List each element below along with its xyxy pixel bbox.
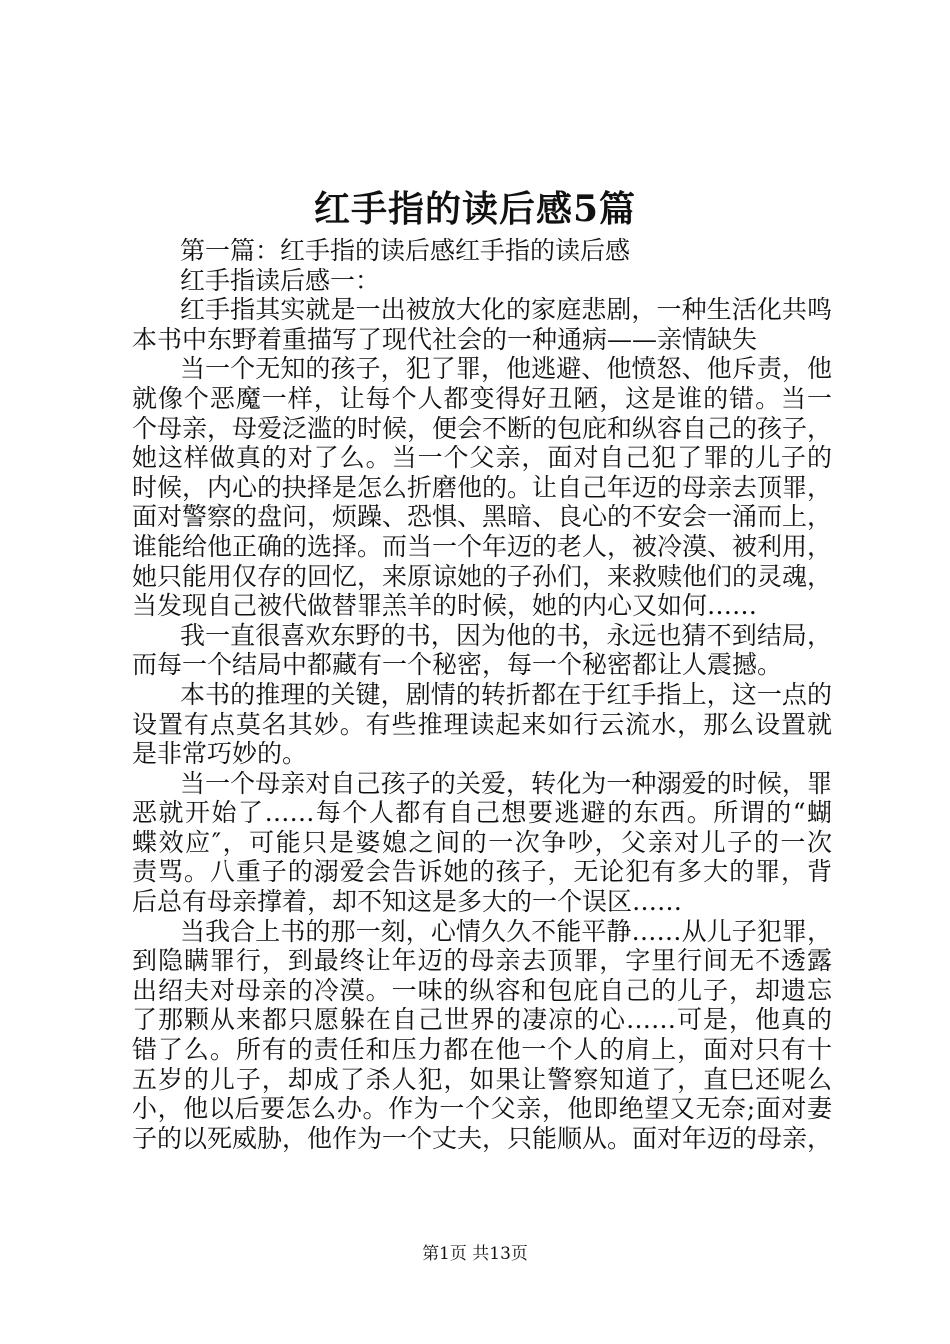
document-title: 红手指的读后感5篇 [313, 188, 637, 230]
text-line: 错了么。所有的责任和压力都在他一个人的肩上，面对只有十 [132, 1035, 832, 1065]
text-line: 我一直很喜欢东野的书，因为他的书，永远也猜不到结局， [180, 620, 832, 650]
text-line: 面对警察的盘问，烦躁、恐惧、黑暗、良心的不安会一涌而上， [132, 502, 833, 532]
text-line: 是非常巧妙的。 [132, 739, 308, 769]
text-line: 她只能用仅存的回忆，来原谅她的子孙们，来救赎他们的灵魂， [132, 561, 833, 591]
text-line: 当一个母亲对自己孩子的关爱，转化为一种溺爱的时候，罪 [180, 768, 832, 798]
text-line: 当一个无知的孩子，犯了罪，他逃避、他愤怒、他斥责，他 [180, 354, 832, 384]
text-line: 当发现自己被代做替罪羔羊的时候，她的内心又如何…… [132, 591, 758, 621]
text-line: 蝶效应″，可能只是婆媳之间的一次争吵，父亲对儿子的一次 [132, 827, 832, 857]
text-line: 红手指其实就是一出被放大化的家庭悲剧，一种生活化共鸣 [180, 295, 832, 325]
text-line: 子的以死威胁，他作为一个丈夫，只能顺从。面对年迈的母亲， [132, 1123, 833, 1153]
text-line: 到隐瞒罪行，到最终让年迈的母亲去顶罪，字里行间无不透露 [132, 946, 832, 976]
text-line: 恶就开始了……每个人都有自己想要逃避的东西。所谓的“蝴 [132, 798, 832, 828]
text-line: 本书中东野着重描写了现代社会的一种通病——亲情缺失 [132, 324, 758, 354]
text-line: 谁能给他正确的选择。而当一个年迈的老人，被冷漠、被利用， [132, 531, 833, 561]
text-line: 她这样做真的对了么。当一个父亲，面对自己犯了罪的儿子的 [132, 443, 832, 473]
text-line: 时候，内心的抉择是怎么折磨他的。让自己年迈的母亲去顶罪， [132, 472, 833, 502]
text-line: 个母亲，母爱泛滥的时候，便会不断的包庇和纵容自己的孩子， [132, 413, 833, 443]
text-line: 就像个恶魔一样，让每个人都变得好丑陋，这是谁的错。当一 [132, 383, 832, 413]
text-line: 当我合上书的那一刻，心情久久不能平静……从儿子犯罪， [180, 916, 832, 946]
text-line: 五岁的儿子，却成了杀人犯，如果让警察知道了，直巳还呢么 [132, 1064, 832, 1094]
text-line: 小，他以后要怎么办。作为一个父亲，他即绝望又无奈;面对妻 [132, 1094, 832, 1124]
text-line: 本书的推理的关键，剧情的转折都在于红手指上，这一点的 [180, 679, 832, 709]
text-line: 设置有点莫名其妙。有些推理读起来如行云流水，那么设置就 [132, 709, 832, 739]
text-line: 责骂。八重子的溺爱会告诉她的孩子，无论犯有多大的罪，背 [132, 857, 832, 887]
text-line: 第一篇：红手指的读后感红手指的读后感 [180, 236, 631, 265]
page-footer: 第1页 共13页 [422, 1244, 528, 1264]
text-line: 出绍夫对母亲的冷漠。一味的纵容和包庇自己的儿子，却遗忘 [132, 975, 832, 1005]
text-line: 红手指读后感一： [180, 265, 381, 295]
text-line: 后总有母亲撑着，却不知这是多大的一个误区…… [132, 887, 683, 917]
text-line: 了那颗从来都只愿躲在自己世界的凄凉的心……可是，他真的 [132, 1005, 832, 1035]
text-line: 而每一个结局中都藏有一个秘密，每一个秘密都让人震撼。 [132, 650, 783, 680]
document-body [132, 236, 832, 1153]
